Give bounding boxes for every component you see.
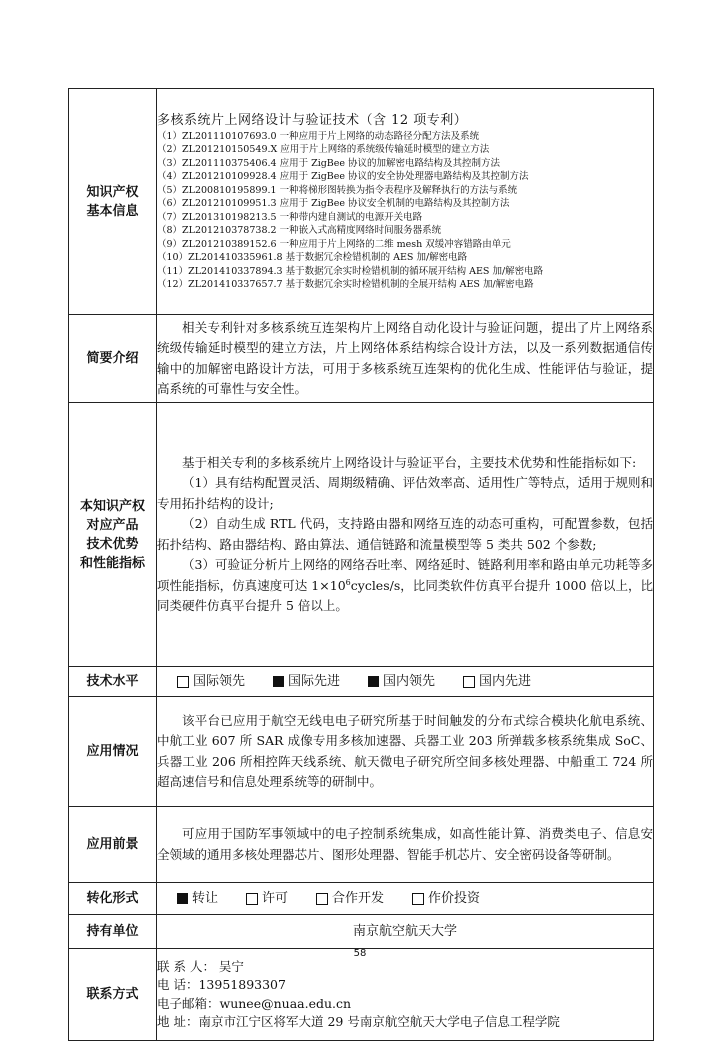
contact-content xyxy=(157,949,654,1041)
checked-box-icon[interactable] xyxy=(177,893,188,904)
unchecked-box-icon[interactable] xyxy=(412,893,424,905)
patent-item: （4）ZL201210109928.4 应用于 ZigBee 协议的安全协处理器电路结构及其控制方法 xyxy=(157,171,529,182)
unchecked-box-icon[interactable] xyxy=(463,676,475,688)
checked-box-icon[interactable] xyxy=(273,676,284,687)
unchecked-box-icon[interactable] xyxy=(177,676,189,688)
transfer-option[interactable] xyxy=(412,886,480,912)
application-text: 该平台已应用于航空无线电电子研究所基于时间触发的分布式综合模块化航电系统、中航工业 607 所 SAR 成像专用多核加速器、兵器工业 203 所弹载多核系统集成 SoC、兵器工业 206 所相控阵天线系统、航天微电子研究所空间多核处理器、中船重工 724 所超高速信号和信息处理系统等的研制中。 xyxy=(157,712,653,789)
advantage-point-2: （2）自动生成 RTL 代码，支持路由器和网络互连的动态可重构，可配置参数，包括拓扑结构、路由器结构、路由算法、通信链路和流量模型等 5 类共 502 个参数; xyxy=(157,516,653,552)
patent-item: （12）ZL201410337657.7 基于数据冗余实时检错机制的全展开结构 AES 加/解密电路 xyxy=(157,279,534,290)
row-holder xyxy=(69,915,654,949)
label-advantage: 本知识产权 对应产品 技术优势 和性能指标 xyxy=(69,403,157,667)
advantage-point-1: （1）具有结构配置灵活、周期级精确、评估效率高、适用性广等特点，适用于规则和专用拓扑结构的设计; xyxy=(157,475,653,511)
label-application: 应用情况 xyxy=(69,697,157,807)
holder-name: 南京航空航天大学 xyxy=(352,923,457,939)
level-option-label: 国内先进 xyxy=(479,673,532,689)
contact-phone: 电 话：13951893307 xyxy=(157,977,286,992)
patent-item: （5）ZL200810195899.1 一种将梯形图转换为指令表程序及解释执行的方法与系统 xyxy=(157,184,518,196)
level-options xyxy=(157,669,653,695)
transfer-option-label: 许可 xyxy=(262,890,289,906)
advantage-exponent: 6 xyxy=(345,577,351,587)
contact-person: 联 系 人： 吴宁 xyxy=(157,958,244,974)
label-level: 技术水平 xyxy=(69,667,157,697)
row-application xyxy=(69,697,654,807)
row-contact xyxy=(69,949,654,1041)
label-prospect: 应用前景 xyxy=(69,807,157,883)
label-holder: 持有单位 xyxy=(69,915,157,949)
label-ip: 知识产权 基本信息 xyxy=(69,89,157,315)
transfer-options xyxy=(157,886,653,912)
page-number: 58 xyxy=(353,948,367,959)
info-table xyxy=(68,88,654,1041)
patent-item: （3）ZL201110375406.4 应用于 ZigBee 协议的加解密电路结构及其控制方法 xyxy=(157,157,501,169)
row-intro xyxy=(69,315,654,403)
label-contact: 联系方式 xyxy=(69,949,157,1041)
transfer-option[interactable] xyxy=(316,886,384,912)
level-option[interactable] xyxy=(463,669,531,695)
transfer-option-label: 转让 xyxy=(192,890,219,906)
level-option-label: 国际领先 xyxy=(193,673,246,689)
patent-item: （9）ZL201210389152.6 一种应用于片上网络的二维 mesh 双缓冲容错路由单元 xyxy=(157,238,511,250)
patent-item: （7）ZL201310198213.5 一种带内建自测试的电源开关电路 xyxy=(157,211,423,223)
advantage-point-3 xyxy=(157,555,653,617)
patent-item: （8）ZL201210378738.2 一种嵌入式高精度网络时间服务器系统 xyxy=(157,225,442,236)
transfer-option-label: 作价投资 xyxy=(428,890,481,906)
holder-content xyxy=(157,915,654,949)
intro-text: 相关专利针对多核系统互连架构片上网络自动化设计与验证问题，提出了片上网络系统级传输延时模型的建立方法，片上网络体系结构综合设计方法，以及一系列数据通信传输中的加解密电路设计方法，可用于多核系统互连架构的优化生成、性能评估与验证，提高系统的可靠性与安全性。 xyxy=(157,319,653,396)
patent-item: （11）ZL201410337894.3 基于数据冗余实时检错机制的循环展开结构 AES 加/解密电路 xyxy=(157,265,544,277)
advantage-point-3-b: cycles/s，比同类软件仿真平台提升 1000 倍以上，比同类硬件仿真平台提升 5 倍以上。 xyxy=(157,577,654,613)
transfer-option[interactable] xyxy=(246,886,288,912)
row-level xyxy=(69,667,654,697)
prospect-text: 可应用于国防军事领域中的电子控制系统集成，如高性能计算、消费类电子、信息安全领域的通用多核处理器芯片、图形处理器、智能手机芯片、安全密码设备等研制。 xyxy=(157,826,653,862)
level-option-label: 国际先进 xyxy=(288,673,341,689)
row-transfer xyxy=(69,883,654,915)
transfer-content xyxy=(157,883,654,915)
patent-item: （10）ZL201410335961.8 基于数据冗余检错机制的 AES 加/解密电路 xyxy=(157,252,468,263)
advantage-content xyxy=(157,403,654,667)
level-option[interactable] xyxy=(273,669,340,695)
row-advantage xyxy=(69,403,654,667)
advantage-intro: 基于相关专利的多核系统片上网络设计与验证平台，主要技术优势和性能指标如下: xyxy=(182,454,637,470)
row-prospect xyxy=(69,807,654,883)
level-content xyxy=(157,667,654,697)
patent-group-title: 多核系统片上网络设计与验证技术（含 12 项专利） xyxy=(157,112,468,128)
patent-item: （2）ZL201210150549.X 应用于片上网络的系统级传输延时模型的建立方法 xyxy=(157,144,490,155)
intro-content xyxy=(157,315,654,403)
contact-address: 地 址：南京市江宁区将军大道 29 号南京航空航天大学电子信息工程学院 xyxy=(157,1014,560,1029)
prospect-content xyxy=(157,807,654,883)
unchecked-box-icon[interactable] xyxy=(246,893,258,905)
level-option[interactable] xyxy=(177,669,245,695)
row-ip xyxy=(69,89,654,315)
checked-box-icon[interactable] xyxy=(368,676,379,687)
unchecked-box-icon[interactable] xyxy=(316,893,328,905)
ip-content xyxy=(157,89,654,315)
label-transfer: 转化形式 xyxy=(69,883,157,915)
label-intro: 简要介绍 xyxy=(69,315,157,403)
patent-item: （6）ZL201210109951.3 应用于 ZigBee 协议安全机制的电路结构及其控制方法 xyxy=(157,198,510,209)
transfer-option[interactable] xyxy=(177,886,218,912)
transfer-option-label: 合作开发 xyxy=(332,890,385,906)
level-option[interactable] xyxy=(368,669,435,695)
application-content xyxy=(157,697,654,807)
advantage-point-3-a: （3）可验证分析片上网络的网络吞吐率、网络延时、链路利用率和路由单元功耗等多项性能指标，仿真速度可达 1×10 xyxy=(157,557,653,593)
contact-email[interactable]: 电子邮箱：wunee@nuaa.edu.cn xyxy=(157,995,352,1011)
level-option-label: 国内领先 xyxy=(383,673,436,689)
patent-item: （1）ZL201110107693.0 一种应用于片上网络的动态路径分配方法及系统 xyxy=(157,130,480,142)
